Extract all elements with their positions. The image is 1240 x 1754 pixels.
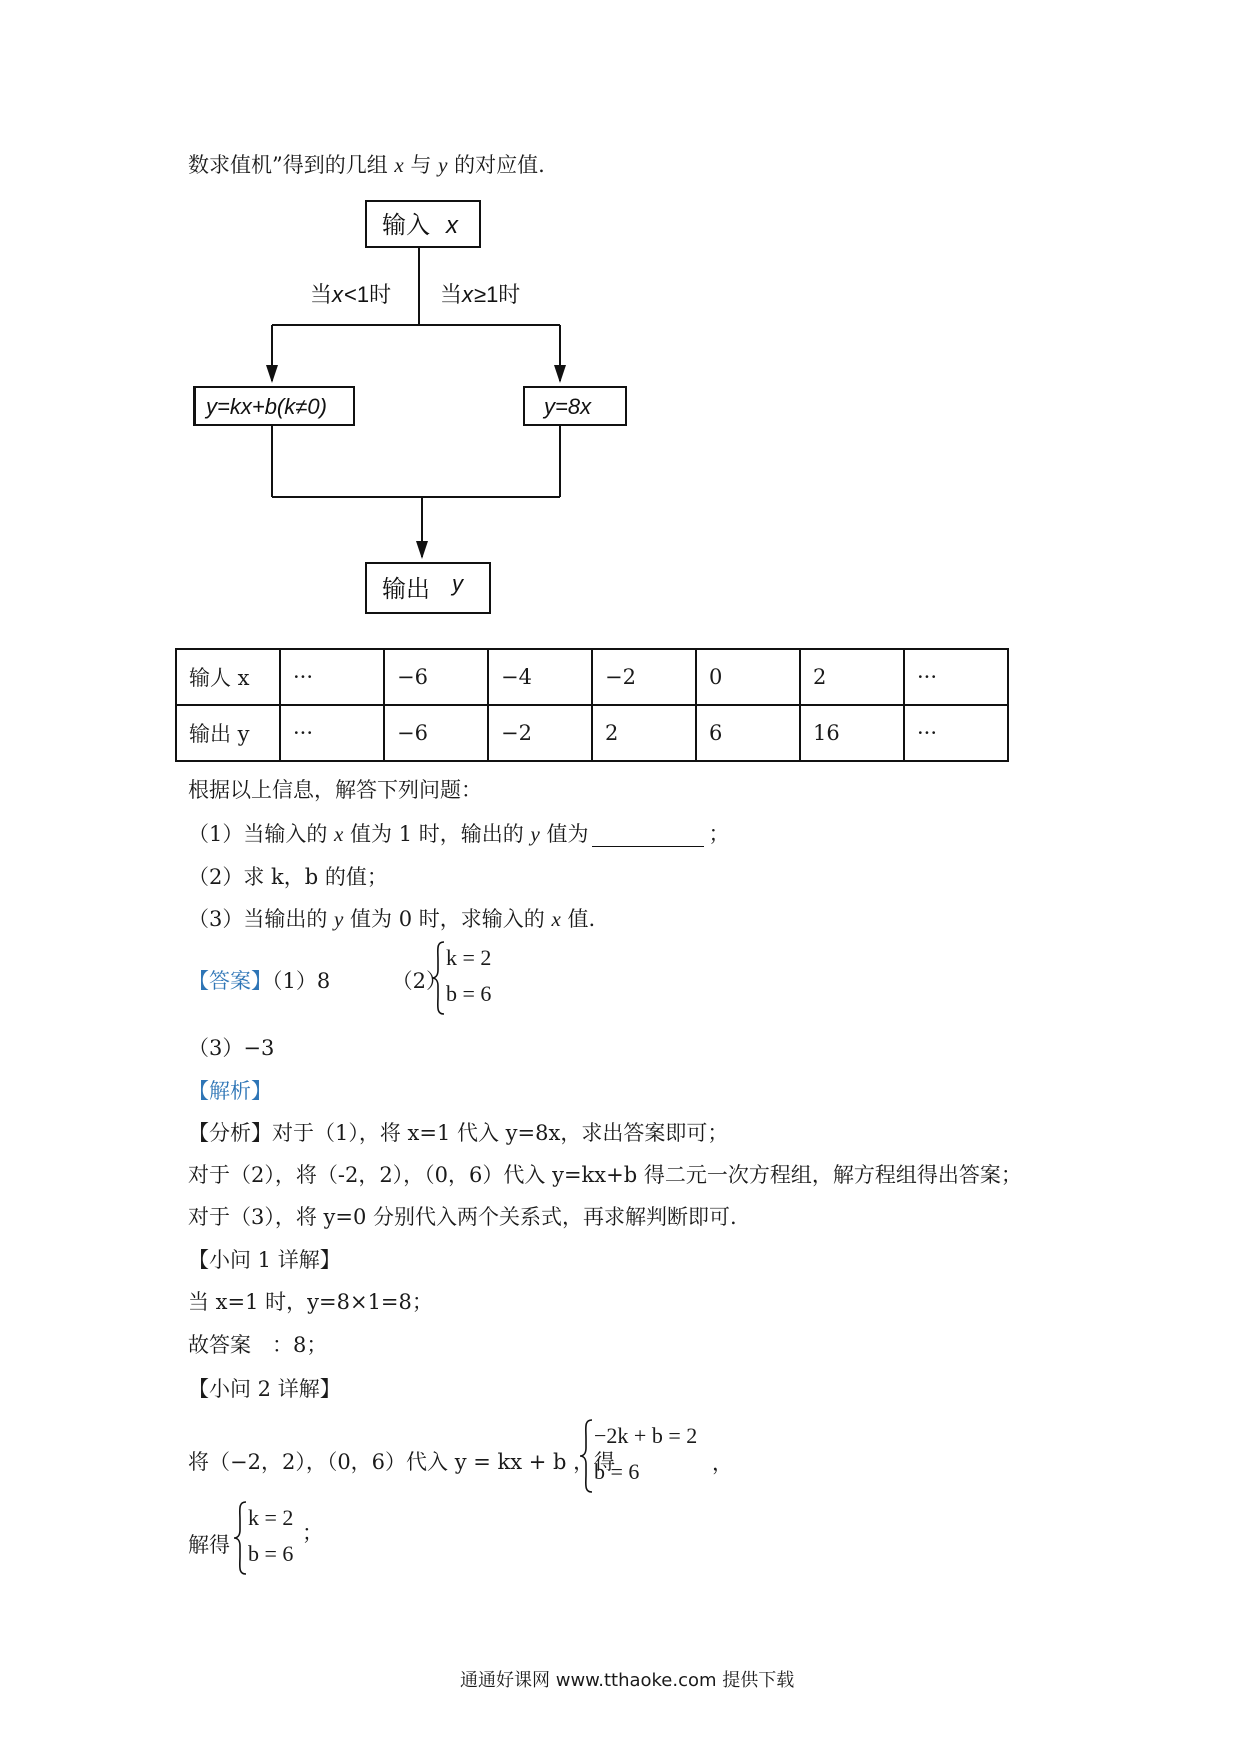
output-label: 输出 [382, 576, 430, 603]
table-row [176, 705, 1008, 761]
cond-right-a: 当 [440, 282, 463, 307]
row-header: 输人 x [176, 649, 280, 705]
cond-left-a: 当 [310, 282, 333, 307]
flowchart [170, 195, 640, 635]
table-cell: ··· [904, 649, 1008, 705]
right-formula: y=8x [544, 394, 592, 419]
question-3: （3）当输出的 y 值为 0 时，求输入的 x 值. [188, 907, 596, 931]
table-cell: 16 [800, 705, 904, 761]
input-var: x [446, 212, 458, 239]
detail-2-title: 【小问 2 详解】 [188, 1377, 341, 1401]
analysis-tag: 【解析】 [188, 1079, 272, 1103]
cond-left-b: <1时 [344, 282, 392, 307]
table-row [176, 649, 1008, 705]
detail-1-title: 【小问 1 详解】 [188, 1248, 341, 1272]
table-cell: ··· [280, 705, 384, 761]
brace-icon [578, 1418, 594, 1494]
detail-1-line: 当 x=1 时，y=8×1=8； [188, 1290, 433, 1314]
detail-1-line: 故答案 ：8； [188, 1333, 328, 1357]
value-table [175, 648, 1009, 762]
system-end: ， [712, 1451, 733, 1475]
answer-tag: 【答案】 [188, 969, 272, 993]
row-header: 输出 y [176, 705, 280, 761]
question-1: （1）当输入的 x 值为 1 时，输出的 y 值为 ； [188, 822, 730, 846]
answer-2-row: b = 6 [446, 981, 492, 1006]
analysis-line: 对于（3），将 y=0 分别代入两个关系式，再求解判断即可. [188, 1205, 737, 1229]
table-cell: −6 [384, 705, 488, 761]
solution-end: ； [302, 1521, 323, 1545]
cond-right-var: x [462, 282, 473, 307]
brace-icon [232, 1500, 248, 1576]
output-var: y [452, 571, 463, 596]
answer-2-row: k = 2 [446, 945, 492, 970]
cond-left-var: x [332, 282, 343, 307]
table-cell: −4 [488, 649, 592, 705]
intro-line: 数求值机”得到的几组 x 与 y 的对应值. [188, 153, 545, 177]
analysis-line: 【分析】对于（1），将 x=1 代入 y=8x，求出答案即可； [188, 1121, 729, 1145]
table-cell: ··· [280, 649, 384, 705]
solution-system [232, 1500, 293, 1572]
question-2: （2）求 k，b 的值； [188, 865, 388, 889]
left-arrow-head [266, 365, 278, 383]
table-cell: −6 [384, 649, 488, 705]
answer-blank [592, 826, 704, 847]
table-cell: 0 [696, 649, 800, 705]
table-cell: 2 [592, 705, 696, 761]
answer-3: （3）−3 [188, 1036, 275, 1060]
system-row: b = 6 [594, 1459, 640, 1484]
analysis-line: 对于（2），将（-2，2），（0，6）代入 y=kx+b 得二元一次方程组，解方程组得出答案； [188, 1163, 1022, 1187]
detail-2-system [578, 1418, 697, 1490]
output-arrow-head [416, 541, 428, 559]
input-label: 输入 [382, 212, 430, 239]
solve-label: 解得 [188, 1533, 230, 1557]
table-cell: 2 [800, 649, 904, 705]
right-arrow-head [554, 365, 566, 383]
solution-row: k = 2 [248, 1505, 294, 1530]
table-cell: −2 [488, 705, 592, 761]
table-cell: ··· [904, 705, 1008, 761]
table-cell: −2 [592, 649, 696, 705]
cond-right-b: ≥1时 [474, 282, 521, 307]
answer-2-system [430, 940, 491, 1012]
answer-line: 【答案】（1）8 （2） [188, 969, 447, 993]
detail-2-lead: 将（−2，2），（0，6）代入 y = kx + b ，得 [188, 1450, 616, 1474]
solution-row: b = 6 [248, 1541, 294, 1566]
table-cell: 6 [696, 705, 800, 761]
system-row: −2k + b = 2 [594, 1423, 698, 1448]
left-formula: y=kx+b(k≠0) [206, 394, 327, 419]
question-lead: 根据以上信息，解答下列问题： [188, 778, 482, 802]
footer-credit: 通通好课网 www.tthaoke.com 提供下载 [460, 1670, 795, 1691]
brace-icon [430, 940, 446, 1016]
